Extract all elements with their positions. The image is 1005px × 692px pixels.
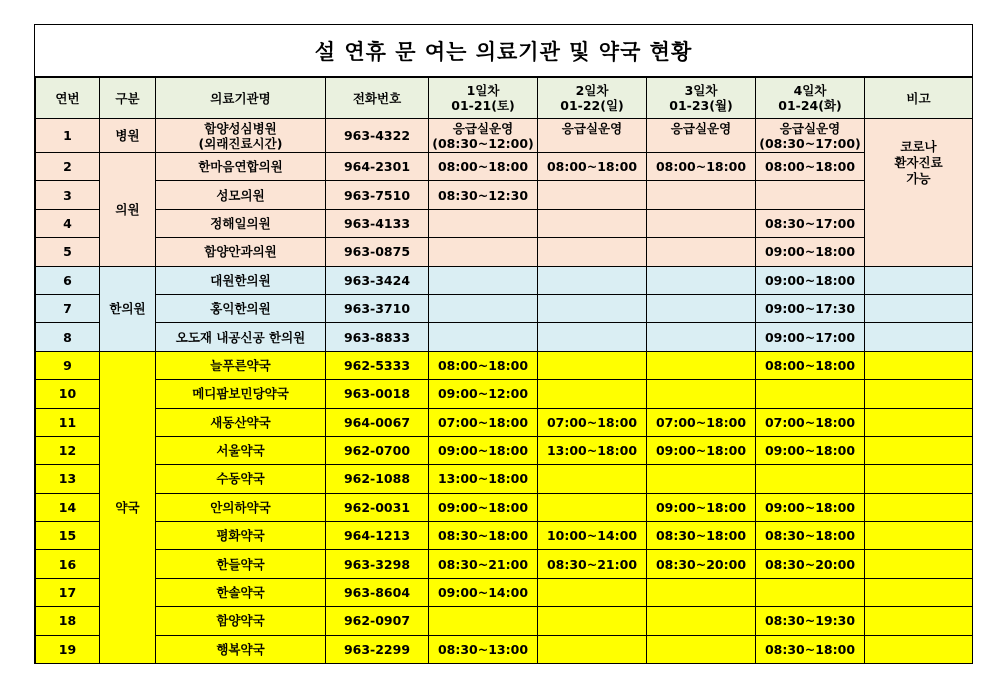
day2-hours <box>538 380 647 408</box>
note-line: 코로나 <box>900 139 937 154</box>
day4-hours <box>756 380 865 408</box>
phone-number: 963-0875 <box>326 238 429 266</box>
facility-name: 메디팜보민당약국 <box>156 380 326 408</box>
facility-name: 성모의원 <box>156 181 326 209</box>
day2-hours: 응급실운영 <box>538 119 647 153</box>
schedule-table <box>35 77 973 664</box>
day2-hours <box>538 465 647 493</box>
day3-hours <box>647 351 756 379</box>
day3-hours <box>647 635 756 663</box>
day1-hours: 08:30~13:00 <box>429 635 538 663</box>
header-phone: 전화번호 <box>326 78 429 119</box>
table-row <box>36 238 973 266</box>
note-empty <box>865 323 973 351</box>
header-day2: 2일차 01-22(일) <box>538 78 647 119</box>
page-title: 설 연휴 문 여는 의료기관 및 약국 현황 <box>35 25 972 77</box>
facility-name: 정해일의원 <box>156 209 326 237</box>
note-line: 가능 <box>906 171 931 186</box>
phone-number: 962-1088 <box>326 465 429 493</box>
row-no: 5 <box>36 238 100 266</box>
day3-hours: 09:00~18:00 <box>647 436 756 464</box>
phone-number: 962-0907 <box>326 607 429 635</box>
day3-hours <box>647 323 756 351</box>
row-no: 18 <box>36 607 100 635</box>
day3-hours <box>647 238 756 266</box>
note-line: 환자진료 <box>894 155 943 170</box>
phone-number: 963-4322 <box>326 119 429 153</box>
table-row <box>36 607 973 635</box>
note-empty <box>865 607 973 635</box>
phone-number: 963-7510 <box>326 181 429 209</box>
row-no: 4 <box>36 209 100 237</box>
note-cell <box>865 119 973 267</box>
day4-hours: 09:00~18:00 <box>756 238 865 266</box>
note-empty <box>865 380 973 408</box>
day4-hours: 08:30~20:00 <box>756 550 865 578</box>
header-category: 구분 <box>100 78 156 119</box>
day2-hours <box>538 351 647 379</box>
note-empty <box>865 266 973 294</box>
header-day3: 3일차 01-23(월) <box>647 78 756 119</box>
day1-hours: 08:30~12:30 <box>429 181 538 209</box>
phone-number: 963-8604 <box>326 578 429 606</box>
day2-hours <box>538 493 647 521</box>
day2-hours: 10:00~14:00 <box>538 522 647 550</box>
facility-name: 새동산약국 <box>156 408 326 436</box>
row-no: 10 <box>36 380 100 408</box>
note-empty <box>865 465 973 493</box>
facility-name: 서울약국 <box>156 436 326 464</box>
table-row <box>36 153 973 181</box>
facility-name: 대원한의원 <box>156 266 326 294</box>
row-no: 3 <box>36 181 100 209</box>
day1-hours <box>429 323 538 351</box>
row-no: 11 <box>36 408 100 436</box>
day4-hours: 09:00~17:00 <box>756 323 865 351</box>
note-empty <box>865 294 973 322</box>
table-row <box>36 493 973 521</box>
day1-hours: 08:00~18:00 <box>429 153 538 181</box>
facility-name: 한들약국 <box>156 550 326 578</box>
day2-hours <box>538 209 647 237</box>
day4-hours: 09:00~18:00 <box>756 436 865 464</box>
phone-number: 963-3710 <box>326 294 429 322</box>
day4-hours: 08:00~18:00 <box>756 351 865 379</box>
facility-name: 한마음연합의원 <box>156 153 326 181</box>
phone-number: 962-0700 <box>326 436 429 464</box>
row-no: 2 <box>36 153 100 181</box>
day1-hours: 09:00~18:00 <box>429 436 538 464</box>
day3-hours: 08:00~18:00 <box>647 153 756 181</box>
day2-hours <box>538 635 647 663</box>
day3-hours <box>647 465 756 493</box>
day3-hours <box>647 607 756 635</box>
day1-hours: 13:00~18:00 <box>429 465 538 493</box>
table-row <box>36 323 973 351</box>
day4-hours: 08:30~18:00 <box>756 522 865 550</box>
day4-hours: 08:30~17:00 <box>756 209 865 237</box>
header-name: 의료기관명 <box>156 78 326 119</box>
phone-number: 964-2301 <box>326 153 429 181</box>
day2-hours: 08:00~18:00 <box>538 153 647 181</box>
phone-number: 963-3424 <box>326 266 429 294</box>
day4-hours: 08:30~18:00 <box>756 635 865 663</box>
row-no: 17 <box>36 578 100 606</box>
day4-hours: 07:00~18:00 <box>756 408 865 436</box>
phone-number: 964-0067 <box>326 408 429 436</box>
note-empty <box>865 522 973 550</box>
day1-hours: 09:00~12:00 <box>429 380 538 408</box>
facility-name: 한솔약국 <box>156 578 326 606</box>
facility-name: 함양약국 <box>156 607 326 635</box>
row-no: 12 <box>36 436 100 464</box>
facility-name: 안의하약국 <box>156 493 326 521</box>
day3-hours <box>647 181 756 209</box>
day3-hours <box>647 578 756 606</box>
day1-hours: 07:00~18:00 <box>429 408 538 436</box>
facility-name: 늘푸른약국 <box>156 351 326 379</box>
header-day4: 4일차 01-24(화) <box>756 78 865 119</box>
table-row <box>36 522 973 550</box>
category-korean: 한의원 <box>100 266 156 351</box>
phone-number: 963-4133 <box>326 209 429 237</box>
row-no: 15 <box>36 522 100 550</box>
note-empty <box>865 436 973 464</box>
day1-hours <box>429 266 538 294</box>
note-empty <box>865 408 973 436</box>
day2-hours <box>538 238 647 266</box>
row-no: 8 <box>36 323 100 351</box>
day4-hours: 09:00~17:30 <box>756 294 865 322</box>
table-row <box>36 635 973 663</box>
day1-hours: 응급실운영 (08:30~12:00) <box>429 119 538 153</box>
row-no: 1 <box>36 119 100 153</box>
table-row <box>36 266 973 294</box>
day4-hours <box>756 465 865 493</box>
day2-hours <box>538 294 647 322</box>
day1-hours <box>429 209 538 237</box>
facility-name: 행복약국 <box>156 635 326 663</box>
phone-number: 963-3298 <box>326 550 429 578</box>
day4-hours: 08:30~19:30 <box>756 607 865 635</box>
day1-hours: 08:00~18:00 <box>429 351 538 379</box>
facility-name: 수동약국 <box>156 465 326 493</box>
category-clinic: 의원 <box>100 153 156 267</box>
day1-hours: 08:30~18:00 <box>429 522 538 550</box>
day2-hours <box>538 266 647 294</box>
facility-name: 함양성심병원 (외래진료시간) <box>156 119 326 153</box>
header-note: 비고 <box>865 78 973 119</box>
note-empty <box>865 550 973 578</box>
table-row <box>36 209 973 237</box>
day3-hours <box>647 209 756 237</box>
day3-hours: 08:30~20:00 <box>647 550 756 578</box>
day4-hours <box>756 578 865 606</box>
row-no: 9 <box>36 351 100 379</box>
day3-hours: 07:00~18:00 <box>647 408 756 436</box>
day3-hours <box>647 380 756 408</box>
row-no: 19 <box>36 635 100 663</box>
note-empty <box>865 351 973 379</box>
table-row <box>36 408 973 436</box>
phone-number: 963-0018 <box>326 380 429 408</box>
note-empty <box>865 493 973 521</box>
day2-hours <box>538 323 647 351</box>
facility-name: 홍익한의원 <box>156 294 326 322</box>
table-row <box>36 119 973 153</box>
day1-hours: 09:00~18:00 <box>429 493 538 521</box>
day3-hours: 09:00~18:00 <box>647 493 756 521</box>
category-hospital: 병원 <box>100 119 156 153</box>
day3-hours: 응급실운영 <box>647 119 756 153</box>
facility-name: 평화약국 <box>156 522 326 550</box>
row-no: 13 <box>36 465 100 493</box>
day2-hours <box>538 607 647 635</box>
note-empty <box>865 578 973 606</box>
header-no: 연번 <box>36 78 100 119</box>
phone-number: 963-2299 <box>326 635 429 663</box>
row-no: 7 <box>36 294 100 322</box>
day4-hours: 응급실운영 (08:30~17:00) <box>756 119 865 153</box>
day3-hours: 08:30~18:00 <box>647 522 756 550</box>
phone-number: 963-8833 <box>326 323 429 351</box>
table-row <box>36 465 973 493</box>
day4-hours <box>756 181 865 209</box>
day2-hours <box>538 578 647 606</box>
facility-name: 함양안과의원 <box>156 238 326 266</box>
facility-name: 오도재 내공신공 한의원 <box>156 323 326 351</box>
row-no: 6 <box>36 266 100 294</box>
note-empty <box>865 635 973 663</box>
phone-number: 962-5333 <box>326 351 429 379</box>
day3-hours <box>647 266 756 294</box>
phone-number: 962-0031 <box>326 493 429 521</box>
day1-hours <box>429 294 538 322</box>
row-no: 14 <box>36 493 100 521</box>
category-pharmacy: 약국 <box>100 351 156 663</box>
table-row <box>36 550 973 578</box>
row-no: 16 <box>36 550 100 578</box>
day2-hours: 08:30~21:00 <box>538 550 647 578</box>
table-row <box>36 351 973 379</box>
day1-hours <box>429 238 538 266</box>
day1-hours: 09:00~14:00 <box>429 578 538 606</box>
day1-hours: 08:30~21:00 <box>429 550 538 578</box>
day4-hours: 08:00~18:00 <box>756 153 865 181</box>
table-row <box>36 294 973 322</box>
table-row <box>36 436 973 464</box>
table-row <box>36 380 973 408</box>
day1-hours <box>429 607 538 635</box>
header-row <box>36 78 973 119</box>
day2-hours <box>538 181 647 209</box>
day4-hours: 09:00~18:00 <box>756 493 865 521</box>
day3-hours <box>647 294 756 322</box>
day4-hours: 09:00~18:00 <box>756 266 865 294</box>
phone-number: 964-1213 <box>326 522 429 550</box>
day2-hours: 07:00~18:00 <box>538 408 647 436</box>
pharmacy-hours-sheet <box>34 24 973 664</box>
header-day1: 1일차 01-21(토) <box>429 78 538 119</box>
table-row <box>36 181 973 209</box>
day2-hours: 13:00~18:00 <box>538 436 647 464</box>
table-row <box>36 578 973 606</box>
